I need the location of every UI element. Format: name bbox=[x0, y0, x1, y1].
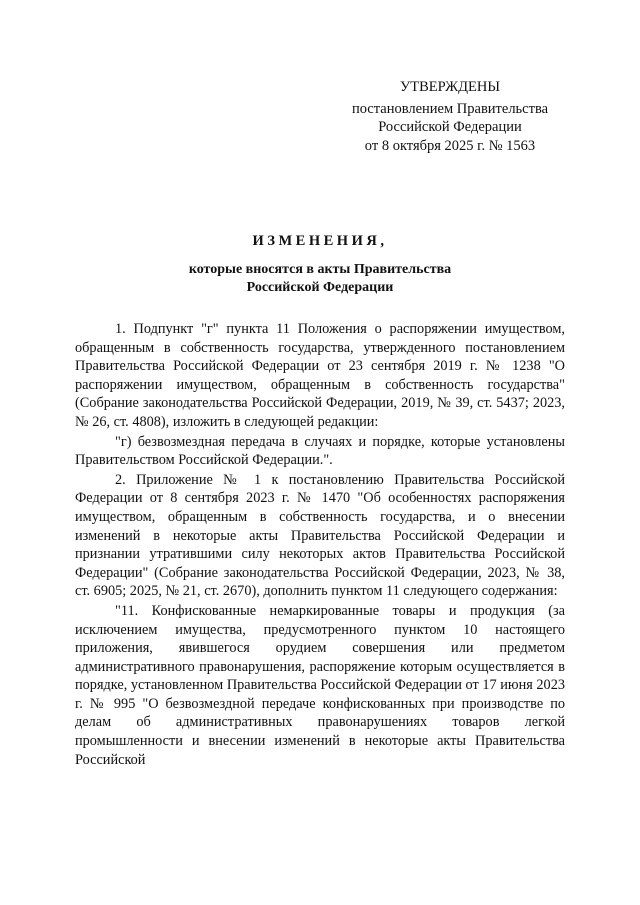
approval-heading: УТВЕРЖДЕНЫ bbox=[399, 79, 501, 95]
approval-stamp bbox=[330, 78, 570, 155]
document-subtitle bbox=[120, 261, 520, 297]
paragraph-1: 1. Подпункт "г" пункта 11 Положения о распоряжении имуществом, обращенным в собственность государства, утвержденного постановлением Правительства Российской Федерации от 23 сентября 2019 г. № 1238 "О распоряжении имуществом, обращенным в собственность государства" (Собрание законодательства Российской Федерации, 2019, № 39, ст. 5437; 2023, № 26, ст. 4808), изложить в следующей редакции: bbox=[75, 321, 565, 430]
approval-line-3: от 8 октября 2025 г. № 1563 bbox=[364, 137, 536, 154]
subtitle-line-2: Российской Федерации bbox=[246, 280, 394, 295]
approval-line-1: постановлением Правительства bbox=[351, 100, 549, 117]
document-title: ИЗМЕНЕНИЯ, bbox=[252, 233, 388, 249]
paragraph-4: "11. Конфискованные немаркированные товары и продукция (за исключением имущества, предусмотренного пунктом 10 настоящего приложения, явившегося орудием совершения или предметом административного правонарушения, распоряжение которым осуществляется в порядке, установленном Правительства Российской Федерации от 17 июня 2023 г. № 995 "О безвозмездной передаче конфискованных при производстве по делам об административных правонарушениях товаров легкой промышленности и внесении изменений в некоторые акты Правительства Российской bbox=[75, 602, 565, 768]
document-body bbox=[75, 320, 565, 769]
approval-line-2: Российской Федерации bbox=[378, 119, 522, 135]
subtitle-line-1: которые вносятся в акты Правительства bbox=[188, 262, 452, 277]
paragraph-3: 2. Приложение № 1 к постановлению Правительства Российской Федерации от 8 сентября 2023 г. № 1470 "Об особенностях распоряжения имуществом, обращенным в собственность государства, и о внесении изменений в некоторые акты Правительства Российской Федерации и признании утратившими силу некоторых актов Правительства Российской Федерации" (Собрание законодательства Российской Федерации, 2023, № 38, ст. 6905; 2025, № 21, ст. 2670), дополнить пунктом 11 следующего содержания: bbox=[75, 471, 565, 600]
paragraph-2: "г) безвозмездная передача в случаях и порядке, которые установлены Правительством Российской Федерации.". bbox=[75, 433, 565, 469]
